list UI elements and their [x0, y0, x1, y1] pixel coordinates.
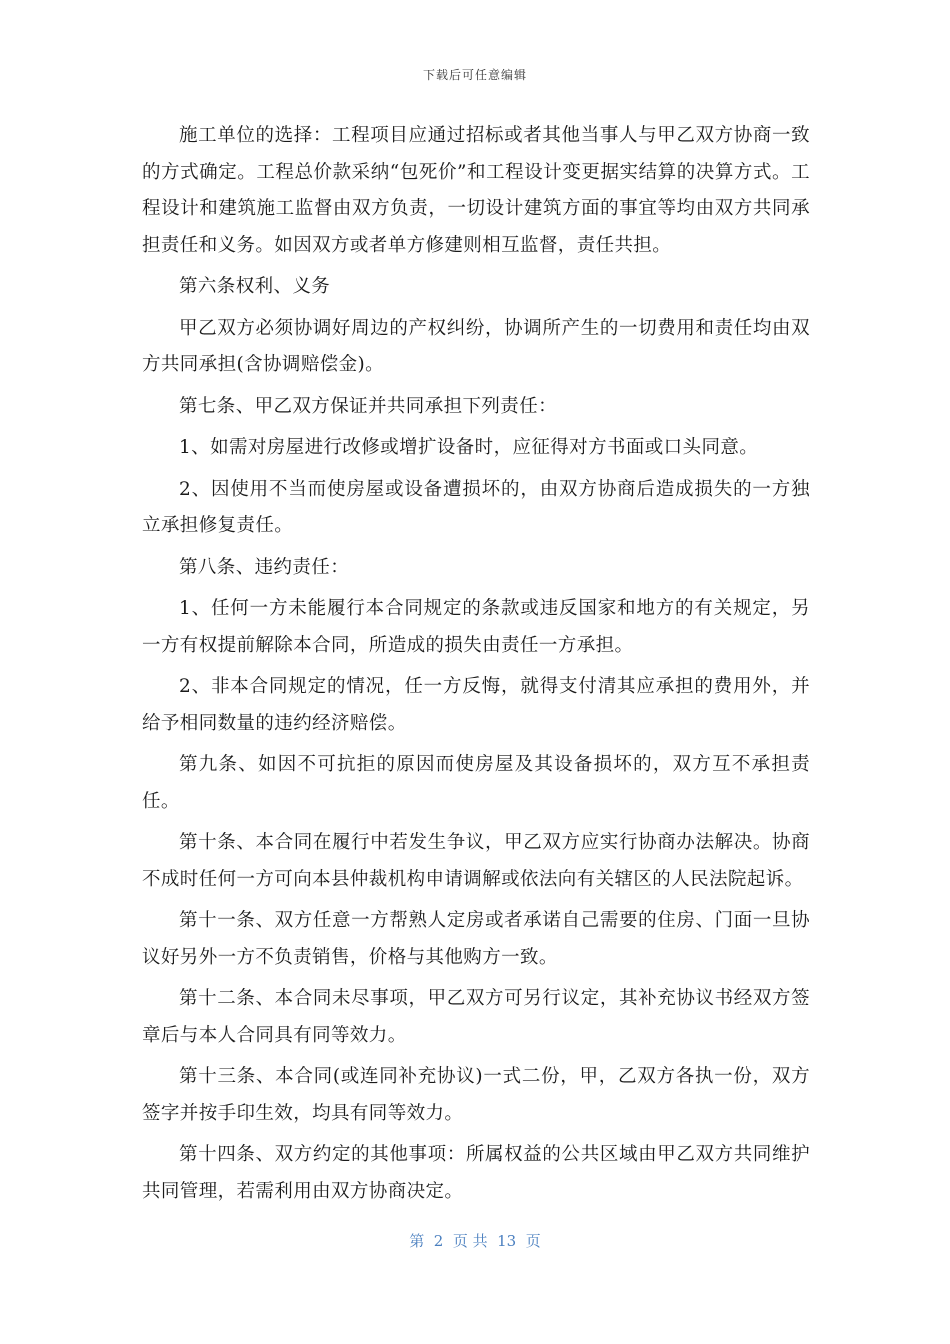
article-8-item-2: 2、非本合同规定的情况，任一方反悔，就得支付清其应承担的费用外，并给予相同数量的违约经济赔偿。	[142, 676, 810, 734]
article-9: 第九条、如因不可抗拒的原因而使房屋及其设备损坏的，双方互不承担责任。	[142, 754, 810, 812]
article-12: 第十二条、本合同未尽事项，甲乙双方可另行议定，其补充协议书经双方签章后与本人合同具有同等效力。	[142, 988, 810, 1046]
article-7-item-2: 2、因使用不当而使房屋或设备遭损坏的，由双方协商后造成损失的一方独立承担修复责任。	[142, 478, 810, 536]
article-7-item-1: 1、如需对房屋进行改修或增扩设备时，应征得对方书面或口头同意。	[179, 437, 759, 458]
article-11: 第十一条、双方任意一方帮熟人定房或者承诺自己需要的住房、门面一旦协议好另外一方不负责销售，价格与其他购方一致。	[142, 910, 810, 968]
article-8-item-1: 1、任何一方未能履行本合同规定的条款或违反国家和地方的有关规定，另一方有权提前解除本合同，所造成的损失由责任一方承担。	[142, 598, 810, 656]
article-6-heading: 第六条权利、义务	[179, 276, 331, 297]
article-7-heading: 第七条、甲乙双方保证并共同承担下列责任：	[179, 395, 558, 417]
paragraph-property-disputes: 甲乙双方必须协调好周边的产权纠纷，协调所产生的一切费用和责任均由双方共同承担(含协调赔偿金)。	[142, 317, 810, 375]
article-13: 第十三条、本合同(或连同补充协议)一式二份，甲，乙双方各执一份，双方签字并按手印生效，均具有同等效力。	[142, 1066, 810, 1124]
page-number: 第 2 页 共 13 页	[409, 1232, 541, 1250]
paragraph-construction-unit: 施工单位的选择：工程项目应通过招标或者其他当事人与甲乙双方协商一致的方式确定。工程总价款采纳“包死价”和工程设计变更据实结算的决算方式。工程设计和建筑施工监督由双方负责，一切设计建筑方面的事宜等均由双方共同承担责任和义务。如因双方或者单方修建则相互监督，责任共担。	[142, 125, 810, 256]
article-14: 第十四条、双方约定的其他事项：所属权益的公共区域由甲乙双方共同维护共同管理，若需利用由双方协商决定。	[142, 1144, 810, 1202]
article-8-heading: 第八条、违约责任：	[179, 556, 350, 578]
article-10: 第十条、本合同在履行中若发生争议，甲乙双方应实行协商办法解决。协商不成时任何一方可向本县仲裁机构申请调解或依法向有关辖区的人民法院起诉。	[142, 832, 810, 890]
page-header: 下载后可任意编辑	[422, 68, 527, 82]
document-body	[142, 118, 810, 1215]
